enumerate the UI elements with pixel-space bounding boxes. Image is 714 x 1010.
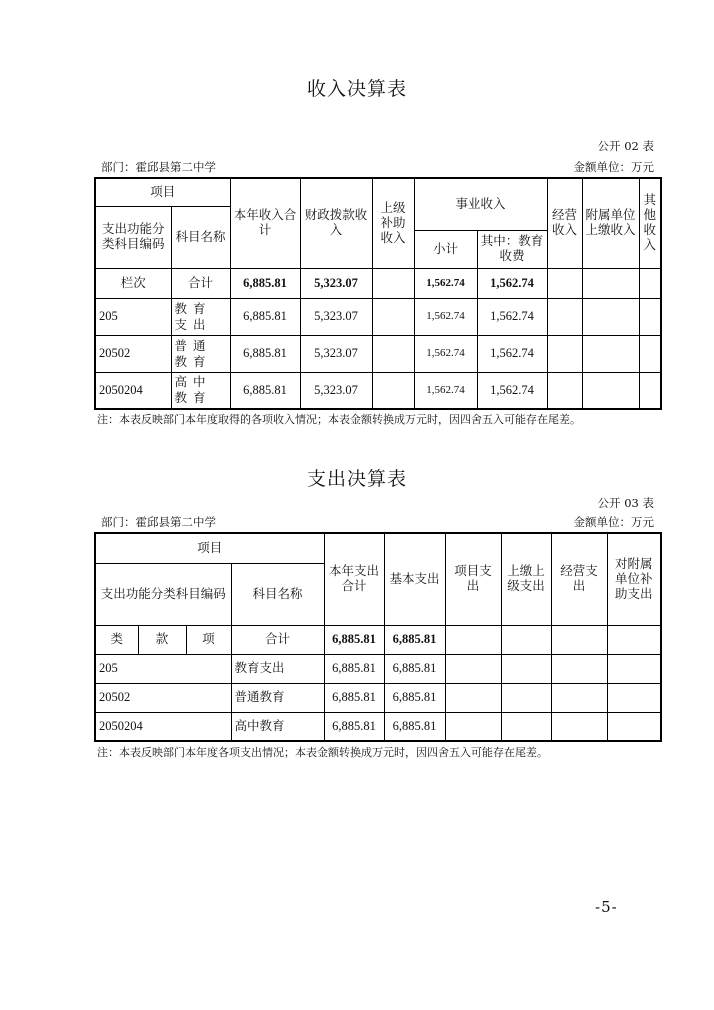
expense-sum-basic: 6,885.81 — [384, 625, 445, 654]
income-row-code: 20502 — [95, 335, 171, 372]
expense-row-project — [445, 654, 501, 683]
expense-sum-upper — [501, 625, 551, 654]
income-row-tuition: 1,562.74 — [477, 335, 547, 372]
expense-row-affiliated — [607, 654, 661, 683]
income-sum-name: 合计 — [171, 268, 230, 298]
income-row-fiscal: 5,323.07 — [300, 335, 372, 372]
income-row-name: 高中教育 — [171, 372, 230, 409]
income-title: 收入决算表 — [306, 78, 407, 100]
income-row-total: 6,885.81 — [230, 298, 300, 335]
expense-header-project: 项目支出 — [445, 533, 501, 625]
income-header-func-code: 支出功能分类科目编码 — [95, 206, 171, 268]
table-row — [95, 372, 661, 409]
table-row — [95, 683, 661, 712]
income-row-tuition: 1,562.74 — [477, 298, 547, 335]
income-row-subtotal: 1,562.74 — [414, 298, 477, 335]
expense-sum-total: 6,885.81 — [324, 625, 384, 654]
income-sum-affiliated — [582, 268, 639, 298]
expense-note: 注：本表反映部门本年度各项支出情况；本表金额转换成万元时，因四舍五入可能存在尾差。 — [97, 746, 548, 759]
income-header-tuition: 其中：教育收费 — [477, 230, 547, 268]
income-row-affiliated — [582, 372, 639, 409]
expense-row-basic: 6,885.81 — [384, 712, 445, 741]
income-row-fiscal: 5,323.07 — [300, 372, 372, 409]
expense-sum-label: 合计 — [231, 625, 324, 654]
income-row-code: 205 — [95, 298, 171, 335]
expense-sum-project — [445, 625, 501, 654]
expense-header-total: 本年支出合计 — [324, 533, 384, 625]
income-header-operating: 经营收入 — [547, 178, 582, 268]
expense-row-name: 普通教育 — [231, 683, 324, 712]
expense-row-total: 6,885.81 — [324, 683, 384, 712]
table-row — [95, 298, 661, 335]
income-header-career: 事业收入 — [414, 178, 547, 230]
expense-row-total: 6,885.81 — [324, 654, 384, 683]
income-sum-subtotal: 1,562.74 — [414, 268, 477, 298]
expense-header-kuan: 款 — [138, 625, 186, 654]
expense-header-basic: 基本支出 — [384, 533, 445, 625]
income-row-affiliated — [582, 335, 639, 372]
income-row-name: 普通教育 — [171, 335, 230, 372]
income-form-no: 公开 02 表 — [597, 139, 654, 153]
income-header-fiscal: 财政拨款收入 — [300, 178, 372, 268]
income-sum-fiscal: 5,323.07 — [300, 268, 372, 298]
income-header-item: 项目 — [95, 178, 230, 206]
income-row-upper — [372, 298, 414, 335]
expense-header-lei: 类 — [95, 625, 138, 654]
table-row — [95, 335, 661, 372]
income-row-fiscal: 5,323.07 — [300, 298, 372, 335]
expense-row-name: 高中教育 — [231, 712, 324, 741]
income-header-other: 其他收入 — [639, 178, 661, 268]
expense-row-name: 教育支出 — [231, 654, 324, 683]
income-sum-tuition: 1,562.74 — [477, 268, 547, 298]
expense-row-upper — [501, 712, 551, 741]
expense-header-operating: 经营支出 — [551, 533, 607, 625]
expense-row-upper — [501, 683, 551, 712]
income-sum-label: 栏次 — [95, 268, 171, 298]
expense-header-item: 项目 — [95, 533, 324, 563]
expense-table — [94, 532, 662, 742]
expense-sum-affiliated — [607, 625, 661, 654]
page-number: -5- — [595, 898, 618, 916]
expense-row-code: 2050204 — [95, 712, 231, 741]
expense-row-code: 205 — [95, 654, 231, 683]
income-note: 注：本表反映部门本年度取得的各项收入情况；本表金额转换成万元时，因四舍五入可能存在尾差。 — [97, 413, 581, 426]
income-header-upper: 上级补助收入 — [372, 178, 414, 268]
expense-unit: 金额单位：万元 — [573, 515, 654, 529]
income-row-operating — [547, 298, 582, 335]
expense-row-operating — [551, 712, 607, 741]
income-row-subtotal: 1,562.74 — [414, 335, 477, 372]
income-header-affiliated: 附属单位上缴收入 — [582, 178, 639, 268]
income-table — [94, 177, 662, 410]
expense-row-basic: 6,885.81 — [384, 683, 445, 712]
expense-row-operating — [551, 654, 607, 683]
expense-header-func-code: 支出功能分类科目编码 — [95, 563, 231, 625]
income-row-operating — [547, 372, 582, 409]
income-row-tuition: 1,562.74 — [477, 372, 547, 409]
income-header-total: 本年收入合计 — [230, 178, 300, 268]
table-row — [95, 654, 661, 683]
income-row-other — [639, 335, 661, 372]
income-unit: 金额单位：万元 — [573, 160, 654, 174]
income-row-upper — [372, 335, 414, 372]
expense-title: 支出决算表 — [306, 468, 407, 490]
expense-sum-operating — [551, 625, 607, 654]
expense-row-project — [445, 712, 501, 741]
income-header-subtotal: 小计 — [414, 230, 477, 268]
expense-dept: 部门：霍邱县第二中学 — [101, 515, 216, 529]
income-sum-total: 6,885.81 — [230, 268, 300, 298]
expense-header-xiang: 项 — [186, 625, 231, 654]
income-row-total: 6,885.81 — [230, 372, 300, 409]
income-header-subject: 科目名称 — [171, 206, 230, 268]
expense-header-affiliated: 对附属单位补助支出 — [607, 533, 661, 625]
income-row-other — [639, 372, 661, 409]
expense-row-project — [445, 683, 501, 712]
expense-row-affiliated — [607, 712, 661, 741]
expense-row-operating — [551, 683, 607, 712]
income-sum-operating — [547, 268, 582, 298]
expense-form-no: 公开 03 表 — [597, 496, 654, 510]
income-row-total: 6,885.81 — [230, 335, 300, 372]
expense-row-code: 20502 — [95, 683, 231, 712]
income-row-name: 教育支出 — [171, 298, 230, 335]
income-sum-other — [639, 268, 661, 298]
expense-row-total: 6,885.81 — [324, 712, 384, 741]
income-row-upper — [372, 372, 414, 409]
income-row-operating — [547, 335, 582, 372]
expense-header-upper: 上缴上级支出 — [501, 533, 551, 625]
income-row-subtotal: 1,562.74 — [414, 372, 477, 409]
expense-row-upper — [501, 654, 551, 683]
expense-header-subject: 科目名称 — [231, 563, 324, 625]
expense-row-basic: 6,885.81 — [384, 654, 445, 683]
income-dept: 部门：霍邱县第二中学 — [101, 160, 216, 174]
table-row — [95, 712, 661, 741]
expense-row-affiliated — [607, 683, 661, 712]
income-row-other — [639, 298, 661, 335]
income-row-affiliated — [582, 298, 639, 335]
income-sum-upper — [372, 268, 414, 298]
income-row-code: 2050204 — [95, 372, 171, 409]
